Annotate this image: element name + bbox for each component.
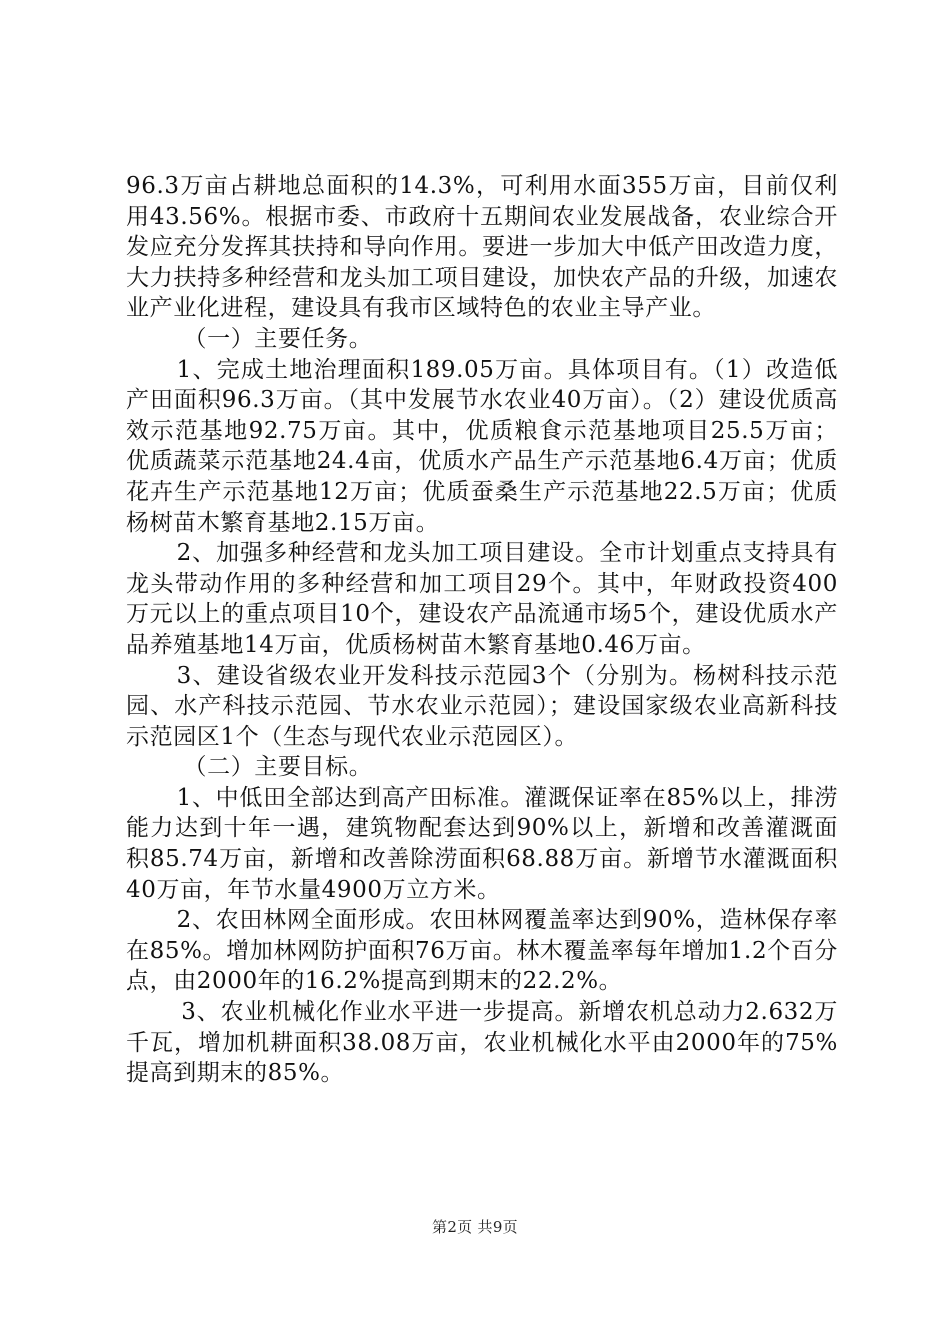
paragraph-task-3: 3、建设省级农业开发科技示范园3个（分别为。杨树科技示范园、水产科技示范园、节水农业示范园）；建设国家级农业高新科技示范园区1个（生态与现代农业示范园区）。 [126, 662, 838, 750]
paragraph-task-1: 1、完成土地治理面积189.05万亩。具体项目有。（1）改造低产田面积96.3万亩。（其中发展节水农业40万亩）。（2）建设优质高效示范基地92.75万亩。其中，优质粮食示范基地项目25.5万亩；优质蔬菜示范基地24.4亩，优质水产品生产示范基地6.4万亩；优质花卉生产示范基地12万亩；优质蚕桑生产示范基地22.5万亩；优质杨树苗木繁育基地2.15万亩。 [126, 356, 838, 536]
paragraph-intro: 96.3万亩占耕地总面积的14.3%，可利用水面355万亩，目前仅利用43.56%。根据市委、市政府十五期间农业发展战备，农业综合开发应充分发挥其扶持和导向作用。要进一步加大中低产田改造力度，大力扶持多种经营和龙头加工项目建设，加快农产品的升级，加速农业产业化进程，建设具有我市区域特色的农业主导产业。 [126, 173, 838, 322]
paragraph-goal-1: 1、中低田全部达到高产田标准。灌溉保证率在85%以上，排涝能力达到十年一遇，建筑物配套达到90%以上，新增和改善灌溉面积85.74万亩，新增和改善除涝面积68.88万亩。新增节水灌溉面积40万亩，年节水量4900万立方米。 [126, 784, 838, 903]
paragraph-goal-3: 3、农业机械化作业水平进一步提高。新增农机总动力2.632万千瓦，增加机耕面积38.08万亩，农业机械化水平由2000年的75%提高到期末的85%。 [126, 999, 838, 1087]
page-footer: 第2页 共9页 [432, 1218, 518, 1236]
document-body [126, 171, 838, 1089]
heading-main-goals: （二）主要目标。 [183, 754, 373, 781]
paragraph-task-2: 2、加强多种经营和龙头加工项目建设。全市计划重点支持具有龙头带动作用的多种经营和加工项目29个。其中，年财政投资400万元以上的重点项目10个，建设农产品流通市场5个，建设优质水产品养殖基地14万亩，优质杨树苗木繁育基地0.46万亩。 [126, 540, 838, 658]
paragraph-goal-2: 2、农田林网全面形成。农田林网覆盖率达到90%，造林保存率在85%。增加林网防护面积76万亩。林木覆盖率每年增加1.2个百分点，由2000年的16.2%提高到期末的22.2%。 [126, 907, 838, 995]
heading-main-tasks: （一）主要任务。 [183, 325, 373, 352]
